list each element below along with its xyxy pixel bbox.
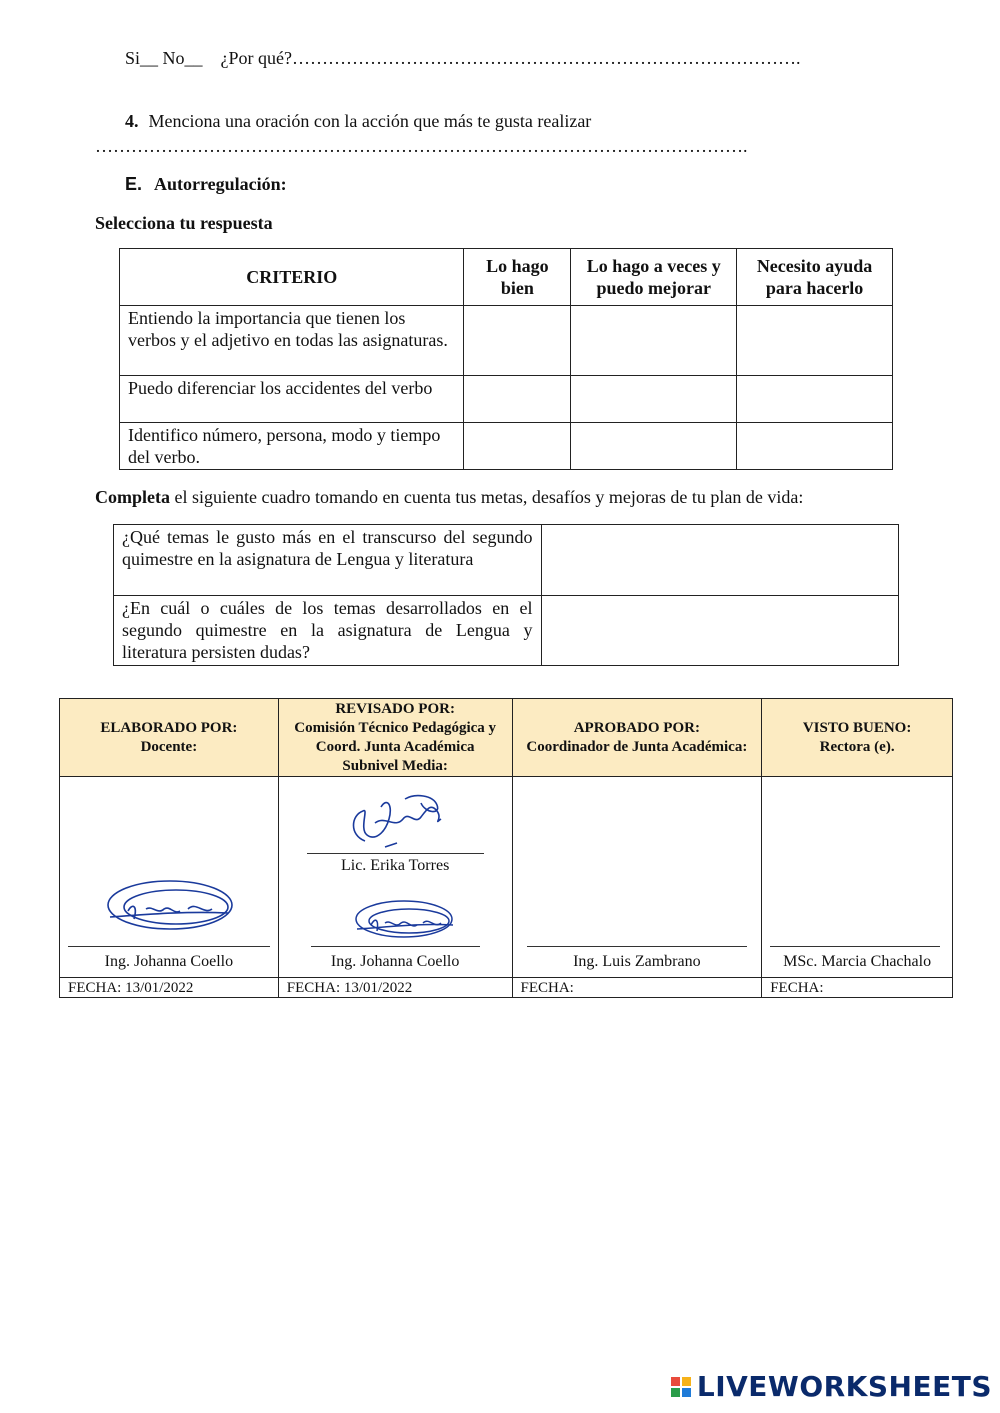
criteria-header: CRITERIO xyxy=(120,249,464,306)
select-label: Selecciona tu respuesta xyxy=(95,213,273,233)
instruction: Completa el siguiente cuadro tomando en cuenta tus metas, desafíos y mejoras de tu plan de vida: xyxy=(95,487,804,507)
logo-square xyxy=(671,1388,680,1397)
criteria-text: Entiendo la importancia que tienen los verbos y el adjetivo en todas las asignaturas. xyxy=(120,306,464,376)
signature-cell-aprobado xyxy=(512,777,762,978)
signature-image xyxy=(100,875,240,935)
answer-cell[interactable] xyxy=(571,306,737,376)
answer-line[interactable]: ………………………………………………………………………………………………. xyxy=(95,136,748,156)
question-text: Menciona una oración con la acción que más te gusta realizar xyxy=(148,111,592,131)
answer-cell[interactable] xyxy=(571,423,737,470)
logo-icon xyxy=(671,1377,691,1397)
criteria-text: Puedo diferenciar los accidentes del verbo xyxy=(120,376,464,423)
question-4 xyxy=(125,111,591,132)
approval-header: ELABORADO POR: Docente: xyxy=(60,699,279,777)
criteria-table xyxy=(119,248,893,470)
signature-cell-elaborado xyxy=(60,777,279,978)
criteria-header: Lo hago bien xyxy=(464,249,571,306)
approval-header: REVISADO POR: Comisión Técnico Pedagógica y Coord. Junta Académica Subnivel Media: xyxy=(278,699,512,777)
signer-name: Ing. Johanna Coello xyxy=(330,953,460,970)
signer-name: MSc. Marcia Chachalo xyxy=(783,953,932,970)
answer-cell[interactable] xyxy=(737,376,893,423)
brand-name: LIVEWORKSHEETS xyxy=(696,1370,992,1403)
answer-cell[interactable] xyxy=(737,306,893,376)
answer-cell[interactable] xyxy=(464,423,571,470)
answer-cell[interactable] xyxy=(464,306,571,376)
criteria-header: Necesito ayuda para hacerlo xyxy=(737,249,893,306)
logo-square xyxy=(671,1377,680,1386)
plan-table xyxy=(113,524,899,666)
plan-answer-cell[interactable] xyxy=(541,525,898,596)
plan-question: ¿Qué temas le gusto más en el transcurso del segundo quimestre en la asignatura de Lengua y literatura xyxy=(114,525,542,596)
date-cell: FECHA: xyxy=(762,978,953,998)
signer-name: Ing. Luis Zambrano xyxy=(573,953,701,970)
answer-cell[interactable] xyxy=(464,376,571,423)
plan-answer-cell[interactable] xyxy=(541,596,898,666)
signature-image xyxy=(345,789,455,851)
question-number: 4. xyxy=(125,111,139,131)
answer-cell[interactable] xyxy=(737,423,893,470)
criteria-header: Lo hago a veces y puedo mejorar xyxy=(571,249,737,306)
criteria-text: Identifico número, persona, modo y tiempo del verbo. xyxy=(120,423,464,470)
reviewer-name: Lic. Erika Torres xyxy=(340,857,450,874)
date-cell: FECHA: xyxy=(512,978,762,998)
liveworksheets-logo xyxy=(671,1370,992,1403)
signature-image xyxy=(349,895,459,945)
approval-table xyxy=(59,698,953,998)
signer-name: Ing. Johanna Coello xyxy=(104,953,234,970)
signature-cell-visto-bueno xyxy=(762,777,953,978)
date-cell: FECHA: 13/01/2022 xyxy=(60,978,279,998)
section-heading: E. Autorregulación: xyxy=(125,174,287,194)
approval-header: APROBADO POR: Coordinador de Junta Académica: xyxy=(512,699,762,777)
logo-square xyxy=(682,1388,691,1397)
plan-question: ¿En cuál o cuáles de los temas desarrollados en el segundo quimestre en la asignatura de Lengua y literatura persisten dudas? xyxy=(114,596,542,666)
question-3-yes-no: Si__ No__ ¿Por qué?…………………………………………………………………………. xyxy=(125,48,801,68)
date-cell: FECHA: 13/01/2022 xyxy=(278,978,512,998)
answer-cell[interactable] xyxy=(571,376,737,423)
logo-square xyxy=(682,1377,691,1386)
approval-header: VISTO BUENO: Rectora (e). xyxy=(762,699,953,777)
signature-cell-revisado xyxy=(278,777,512,978)
